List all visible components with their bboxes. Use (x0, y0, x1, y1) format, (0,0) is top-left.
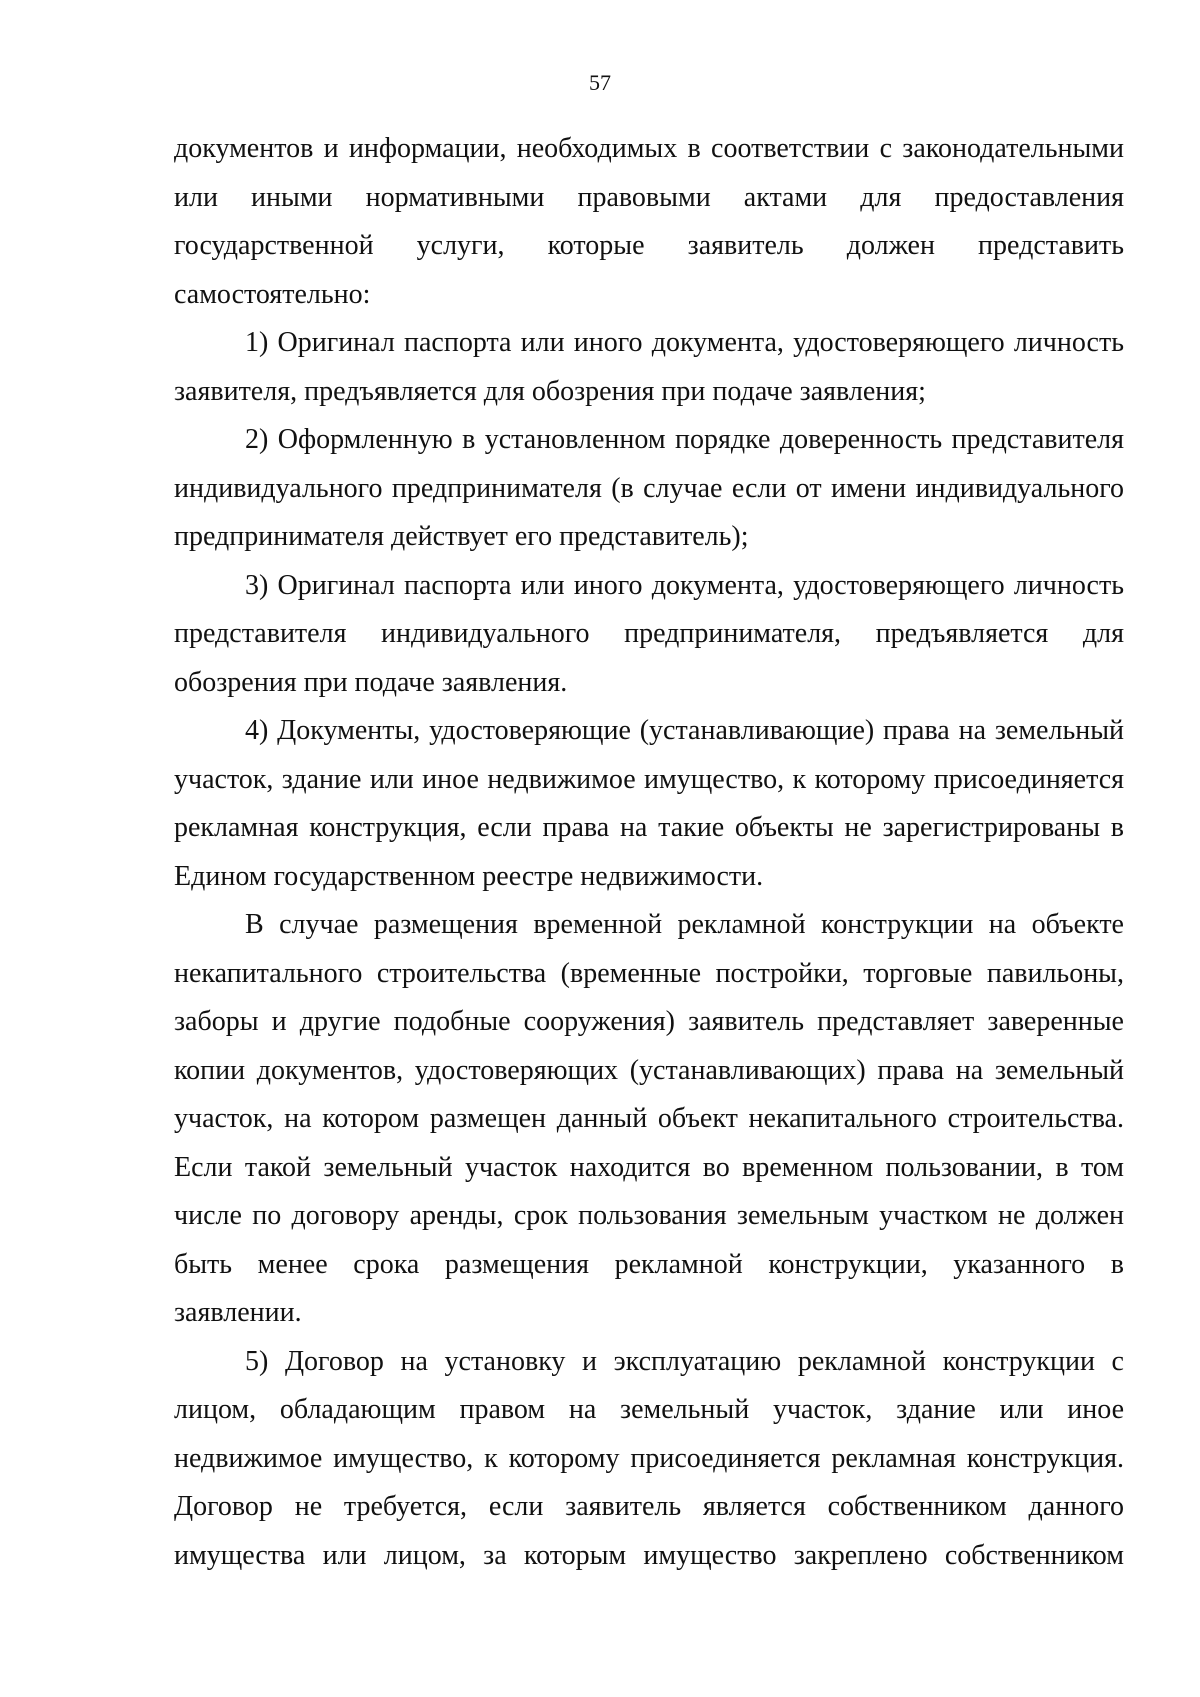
list-item-4-land-rights-documents: 4) Документы, удостоверяющие (устанавливающие) права на земельный участок, здание или иное недвижимое имущество, к которому присоединяется рекламная конструкция, если права на такие объекты не зарегистрированы в Едином государственном реестре недвижимости. (174, 715, 1124, 892)
list-item-3-passport-representative: 3) Оригинал паспорта или иного документа, удостоверяющего личность представителя индивидуального предпринимателя, предъявляется для обозрения при подаче заявления. (174, 569, 1124, 698)
page-number: 57 (589, 70, 611, 95)
paragraph-temporary-advertising-structure: В случае размещения временной рекламной конструкции на объекте некапитального строительства (временные постройки, торговые павильоны, заборы и другие подобные сооружения) заявитель представляет заверенные копии документов, удостоверяющих (устанавливающих) права на земельный участок, на котором размещен данный объект некапитального строительства. Если такой земельный участок находится во временном пользовании, в том числе по договору аренды, срок пользования земельным участком не должен быть менее срока размещения рекламной конструкции, указанного в заявлении. (174, 909, 1124, 1328)
paragraph-intro-continuation: документов и информации, необходимых в соответствии с законодательными или иными нормативными правовыми актами для предоставления государственной услуги, которые заявитель должен представить самостоятельно: (174, 133, 1124, 310)
list-item-2-power-of-attorney: 2) Оформленную в установленном порядке доверенность представителя индивидуального предпринимателя (в случае если от имени индивидуального предпринимателя действует его представитель); (174, 424, 1124, 552)
document-body (174, 125, 1124, 1580)
list-item-1-passport-applicant: 1) Оригинал паспорта или иного документа, удостоверяющего личность заявителя, предъявляется для обозрения при подаче заявления; (174, 327, 1124, 407)
list-item-5-installation-contract: 5) Договор на установку и эксплуатацию рекламной конструкции с лицом, обладающим правом на земельный участок, здание или иное недвижимое имущество, к которому присоединяется рекламная конструкция. Договор не требуется, если заявитель является собственником данного имущества или лицом, за которым имущество закреплено собственником (174, 1345, 1124, 1571)
